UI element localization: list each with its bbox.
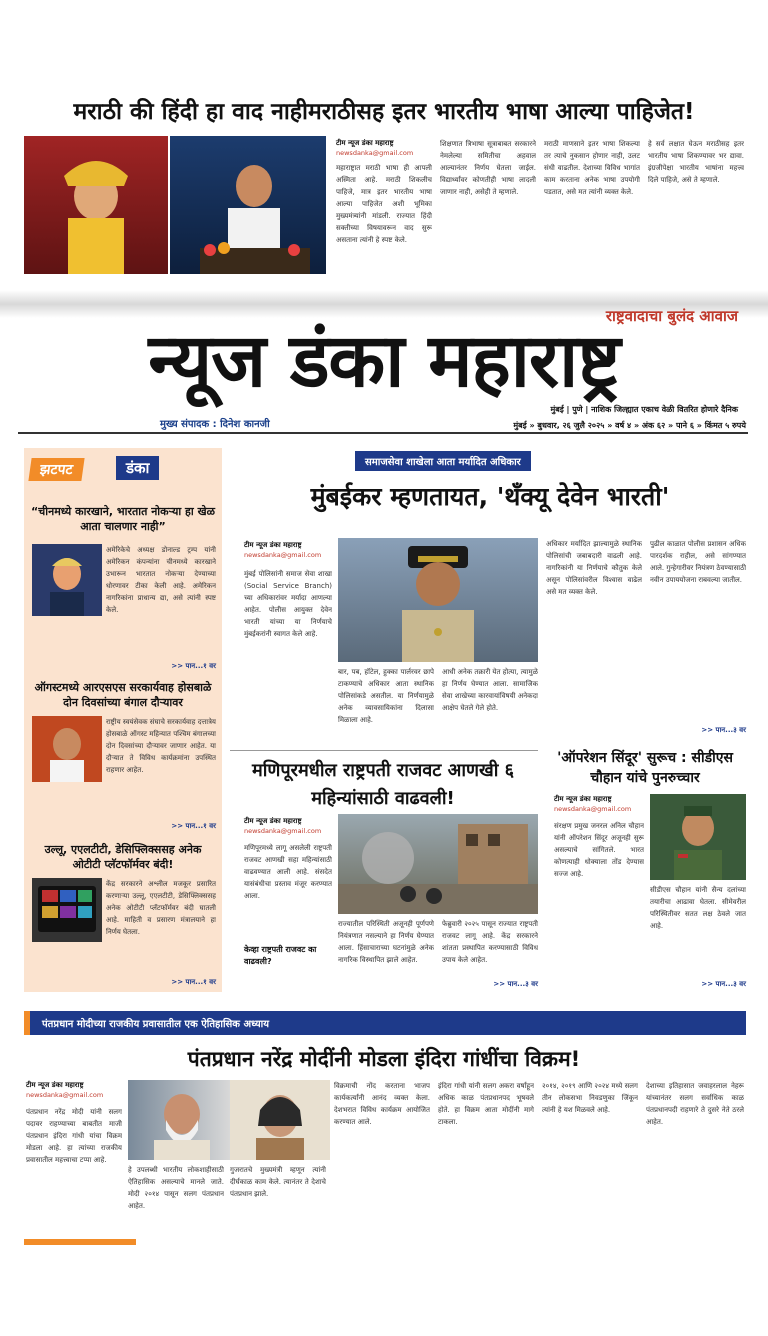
manipur-more[interactable]: >> पान...३ वर bbox=[493, 980, 538, 988]
top-col-2: शिक्षणात त्रिभाषा सूत्राबाबत सरकारने नेमलेल्या समितीचा अहवाल आल्यानंतर निर्णय घेतला जाईल. विद्यार्थ्यांवर कोणतीही भाषा लादली जाणार नाही, असेही ते म्हणाले. bbox=[440, 140, 536, 196]
shivaji-image bbox=[24, 136, 168, 274]
pm-col-7: देशाच्या इतिहासात जवाहरलाल नेहरू यांच्यानंतर सलग सर्वाधिक काळ पंतप्रधानपदी राहणारे ते दुसरे नेते ठरले आहेत. bbox=[646, 1082, 744, 1126]
manipur-byline-email: newsdanka@gmail.com bbox=[244, 827, 322, 835]
manipur-subhead: केव्हा राष्ट्रपती राजवट का वाढवली? bbox=[244, 945, 317, 966]
shivaji-figure bbox=[24, 136, 168, 274]
lead-col-2: बार, पब, हॉटेल, हुक्का पार्लरवर छापे टाकण्याचे अधिकार आता स्थानिक पोलिसांकडे असतील. या निर्णयामुळे अनेक व्यावसायिकांना दिलासा मिळाला आहे. bbox=[338, 668, 434, 724]
hosabale-figure bbox=[32, 716, 102, 782]
manipur-byline bbox=[244, 816, 334, 836]
sindoor-byline-name: टीम न्यूज डंका महाराष्ट्र bbox=[554, 795, 612, 803]
trump-figure bbox=[32, 544, 102, 616]
chauhan-figure bbox=[650, 794, 746, 880]
pm-col-5: इंदिरा गांधी यांनी सलग अकरा वर्षांहून अधिक काळ पंतप्रधानपद भूषवले होते. हा विक्रम आता मोदींनी मागे टाकला. bbox=[438, 1082, 534, 1126]
lead-headline[interactable]: मुंबईकर म्हणतायत, 'थँक्यू देवेन भारती' bbox=[310, 482, 670, 511]
sindoor-more[interactable]: >> पान...३ वर bbox=[701, 980, 746, 988]
sindoor-byline bbox=[554, 794, 646, 814]
pm-col-4: विक्रमाची नोंद करताना भाजप कार्यकर्त्यांनी आनंद व्यक्त केला. देशभरात विविध कार्यक्रम आयोजित करण्यात आले. bbox=[334, 1082, 430, 1126]
pm-col-3: गुजरातचे मुख्यमंत्री म्हणून त्यांनी दीर्घकाळ काम केले. त्यानंतर ते देशाचे पंतप्रधान झाले. bbox=[230, 1166, 326, 1198]
lead-byline-name: टीम न्यूज डंका महाराष्ट्र bbox=[244, 541, 302, 549]
pm-col-1: पंतप्रधान नरेंद्र मोदी यांनी सलग पदावर राहण्याच्या बाबतीत माजी पंतप्रधान इंदिरा गांधी यांचा विक्रम मोडला आहे. हा त्यांच्या राजकीय प्रवासातील महत्त्वाचा टप्पा आहे. bbox=[26, 1108, 122, 1164]
sindoor-byline-email: newsdanka@gmail.com bbox=[554, 805, 632, 813]
manipur-divider bbox=[230, 750, 538, 751]
pm-band: पंतप्रधान मोदीच्या राजकीय प्रवासातील एक ऐतिहासिक अध्याय bbox=[24, 1011, 746, 1035]
modi-image bbox=[128, 1080, 230, 1160]
indira-image bbox=[230, 1080, 330, 1160]
masthead-cities: मुंबई | पुणे | नाशिक जिल्ह्यात एकाच वेळी वितरित होणारे दैनिक bbox=[550, 405, 738, 414]
top-col-1: महाराष्ट्रात मराठी भाषा ही आपली अस्मिता आहे. मराठी शिकलीच पाहिजे, मात्र इतर भारतीय भाषा आल्या पाहिजेत अशी भूमिका मुख्यमंत्र्यांनी मांडली. राज्यात हिंदी सक्तीच्या विषयावरून वाद सुरू असताना त्यांनी हे स्पष्ट केले. bbox=[336, 164, 432, 244]
side-story-1-body: अमेरिकेचे अध्यक्ष डोनाल्ड ट्रम्प यांनी अमेरिकन कंपन्यांना चीनमध्ये कारखाने उभारून भारतात नोकऱ्या देण्याच्या धोरणावर टीका केली आहे. अमेरिकन नागरिकांना प्राधान्य द्या, असे त्यांनी स्पष्ट केले. bbox=[106, 546, 216, 614]
masthead-tagline: राष्ट्रवादाचा बुलंद आवाज bbox=[605, 307, 738, 325]
pm-byline-email: newsdanka@gmail.com bbox=[26, 1091, 104, 1099]
top-col-4: हे सर्व लक्षात घेऊन मराठीसह इतर भारतीय भाषा शिकण्यावर भर द्यावा. इंग्रजीपेक्षा भारतीय भाषांना महत्त्व दिले पाहिजे, असे ते म्हणाले. bbox=[648, 140, 744, 184]
speaker-image bbox=[170, 136, 326, 274]
danka-tag: डंका bbox=[116, 456, 159, 480]
masthead-rule bbox=[18, 432, 748, 434]
quick-tag: झटपट bbox=[28, 458, 84, 481]
side-story-3-more[interactable]: >> पान...१ वर bbox=[171, 978, 216, 986]
pm-col-6: २०१४, २०१९ आणि २०२४ मध्ये सलग तीन लोकसभा निवडणुका जिंकून त्यांनी हे यश मिळवले आहे. bbox=[542, 1082, 638, 1114]
pm-headline[interactable]: पंतप्रधान नरेंद्र मोदींनी मोडला इंदिरा गांधींचा विक्रम! bbox=[187, 1047, 581, 1071]
side-story-2-headline[interactable]: ऑगस्टमध्ये आरएसएस सरकार्यवाह होसबाळे दोन दिवसांच्या बंगाल दौऱ्यावर bbox=[34, 681, 212, 709]
top-headline: मराठी की हिंदी हा वाद नाहीमराठीसह इतर भारतीय भाषा आल्या पाहिजेत! bbox=[73, 99, 695, 125]
masthead-title: न्यूज डंका महाराष्ट्र bbox=[148, 318, 620, 404]
sindoor-headline[interactable]: 'ऑपरेशन सिंदूर' सुरूच : सीडीएस चौहान यांचे पुनरुच्चार bbox=[557, 750, 733, 786]
trump-image bbox=[32, 544, 102, 616]
lead-col-1: मुंबई पोलिसांनी समाज सेवा शाखा (Social Service Branch) च्या अधिकारांवर मर्यादा आणल्या आहेत. पोलीस आयुक्त देवेन भारती यांच्या या निर्णयाचे मुंबईकरांनी स्वागत केले आहे. bbox=[244, 570, 332, 638]
top-col-3: मराठी माणसाने इतर भाषा शिकल्या तर त्याचे नुकसान होणार नाही, उलट संधी वाढतील. देशाच्या विविध भागांत काम करताना अनेक भाषा उपयोगी पडतात, असे मत त्यांनी व्यक्त केले. bbox=[544, 140, 640, 196]
lead-more[interactable]: >> पान...३ वर bbox=[701, 726, 746, 734]
pm-col-2: हे उपलब्धी भारतीय लोकशाहीसाठी ऐतिहासिक असल्याचे मानले जाते. मोदी २०१४ पासून सलग पंतप्रधान आहेत. bbox=[128, 1166, 224, 1210]
footer-accent-bar bbox=[24, 1239, 136, 1245]
pm-byline bbox=[26, 1080, 126, 1100]
pm-byline-name: टीम न्यूज डंका महाराष्ट्र bbox=[26, 1081, 84, 1089]
top-byline-name: टीम न्यूज डंका महाराष्ट्र bbox=[336, 139, 394, 147]
lead-byline-email: newsdanka@gmail.com bbox=[244, 551, 322, 559]
lead-col-4: अधिकार मर्यादित झाल्यामुळे स्थानिक पोलिसांची जबाबदारी वाढली आहे. नागरिकांनी या निर्णयाचे कौतुक केले असून पोलिसांवरील विश्वास वाढेल असे मत व्यक्त केले. bbox=[546, 540, 642, 596]
bharti-image bbox=[338, 538, 538, 662]
manipur-byline-name: टीम न्यूज डंका महाराष्ट्र bbox=[244, 817, 302, 825]
side-story-3-body: केंद्र सरकारने अश्लील मजकूर प्रसारित करणाऱ्या उल्लू, एएलटीटी, डेसिफ्लिक्ससह अनेक ओटीटी प्लॅटफॉर्मवर बंदी घातली आहे. माहिती व प्रसारण मंत्रालयाने हा निर्णय घेतला. bbox=[106, 880, 216, 936]
sindoor-col-2: सीडीएस चौहान यांनी सैन्य दलांच्या तयारीचा आढावा घेतला. सीमेवरील परिस्थितीवर सतत लक्ष ठेवले जात आहे. bbox=[650, 886, 746, 930]
dateline: मुंबई » बुधवार, २६ जुलै २०२५ » वर्ष ४ » अंक ६२ » पाने ६ » किंमत ५ रुपये bbox=[513, 421, 746, 430]
side-story-1-headline[interactable]: “चीनमध्ये कारखाने, भारतात नोकऱ्या हा खेळ आता चालणार नाही” bbox=[31, 505, 215, 533]
pm-band-accent bbox=[24, 1011, 30, 1035]
indira-figure bbox=[230, 1080, 330, 1160]
chief-editor: मुख्य संपादक : दिनेश कानजी bbox=[160, 419, 270, 430]
manipur-headline[interactable]: मणिपूरमधील राष्ट्रपती राजवट आणखी ६ महिन्यांसाठी वाढवली! bbox=[251, 760, 515, 809]
bharti-figure bbox=[338, 538, 538, 662]
hosabale-image bbox=[32, 716, 102, 782]
manipur-image bbox=[338, 814, 538, 914]
modi-figure bbox=[128, 1080, 230, 1160]
manipur-col-1: मणिपूरमध्ये लागू असलेली राष्ट्रपती राजवट आणखी सहा महिन्यांसाठी वाढवण्यात आली आहे. संसदेत यासंबंधीचा प्रस्ताव मंजूर करण्यात आला. bbox=[244, 844, 332, 900]
ott-image bbox=[32, 878, 102, 942]
lead-byline bbox=[244, 540, 334, 560]
side-story-1-more[interactable]: >> पान...१ वर bbox=[171, 662, 216, 670]
manipur-col-2: राज्यातील परिस्थिती अजूनही पूर्णपणे नियंत्रणात नसल्याने हा निर्णय घेण्यात आला. हिंसाचाराच्या घटनांमुळे अनेक नागरिक विस्थापित झाले आहेत. bbox=[338, 920, 434, 964]
lead-col-5: पुढील काळात पोलीस प्रशासन अधिक पारदर्शक राहील, असे सांगण्यात आले. गुन्हेगारीवर नियंत्रण ठेवण्यासाठी नवीन उपाययोजना राबवल्या जातील. bbox=[650, 540, 746, 584]
speaker-figure bbox=[170, 136, 326, 274]
top-byline-email: newsdanka@gmail.com bbox=[336, 149, 414, 157]
side-story-3-headline[interactable]: उल्लू, एएलटीटी, डेसिफ्लिक्ससह अनेक ओटीटी प्लॅटफॉर्मवर बंदी! bbox=[44, 843, 202, 871]
ott-tablet bbox=[32, 878, 102, 942]
manipur-scene bbox=[338, 814, 538, 914]
manipur-col-3: फेब्रुवारी २०२५ पासून राज्यात राष्ट्रपती राजवट लागू आहे. केंद्र सरकारने शांतता प्रस्थापित करण्यासाठी विविध उपाय केले आहेत. bbox=[442, 920, 538, 964]
lead-col-3: आधी अनेक तक्रारी येत होत्या, त्यामुळे हा निर्णय घेण्यात आला. सामाजिक सेवा शाखेच्या कारवायांविषयी अनेकदा आक्षेप घेतले गेले होते. bbox=[442, 668, 538, 712]
side-story-2-more[interactable]: >> पान...१ वर bbox=[171, 822, 216, 830]
top-byline bbox=[336, 138, 456, 158]
lead-kicker: समाजसेवा शाखेला आता मर्यादित अधिकार bbox=[355, 451, 531, 471]
sindoor-col-1: संरक्षण प्रमुख जनरल अनिल चौहान यांनी ऑपरेशन सिंदूर अजूनही सुरू असल्याचे सांगितले. भारत कोणत्याही धोक्याला तोंड देण्यास सज्ज आहे. bbox=[554, 822, 644, 878]
side-story-2-body: राष्ट्रीय स्वयंसेवक संघाचे सरकार्यवाह दत्तात्रेय होसबाळे ऑगस्ट महिन्यात पश्चिम बंगालच्या दोन दिवसांच्या दौऱ्यावर जाणार आहेत. या दौऱ्यात ते विविध कार्यक्रमांना उपस्थित राहणार आहेत. bbox=[106, 718, 216, 774]
chauhan-image bbox=[650, 794, 746, 880]
